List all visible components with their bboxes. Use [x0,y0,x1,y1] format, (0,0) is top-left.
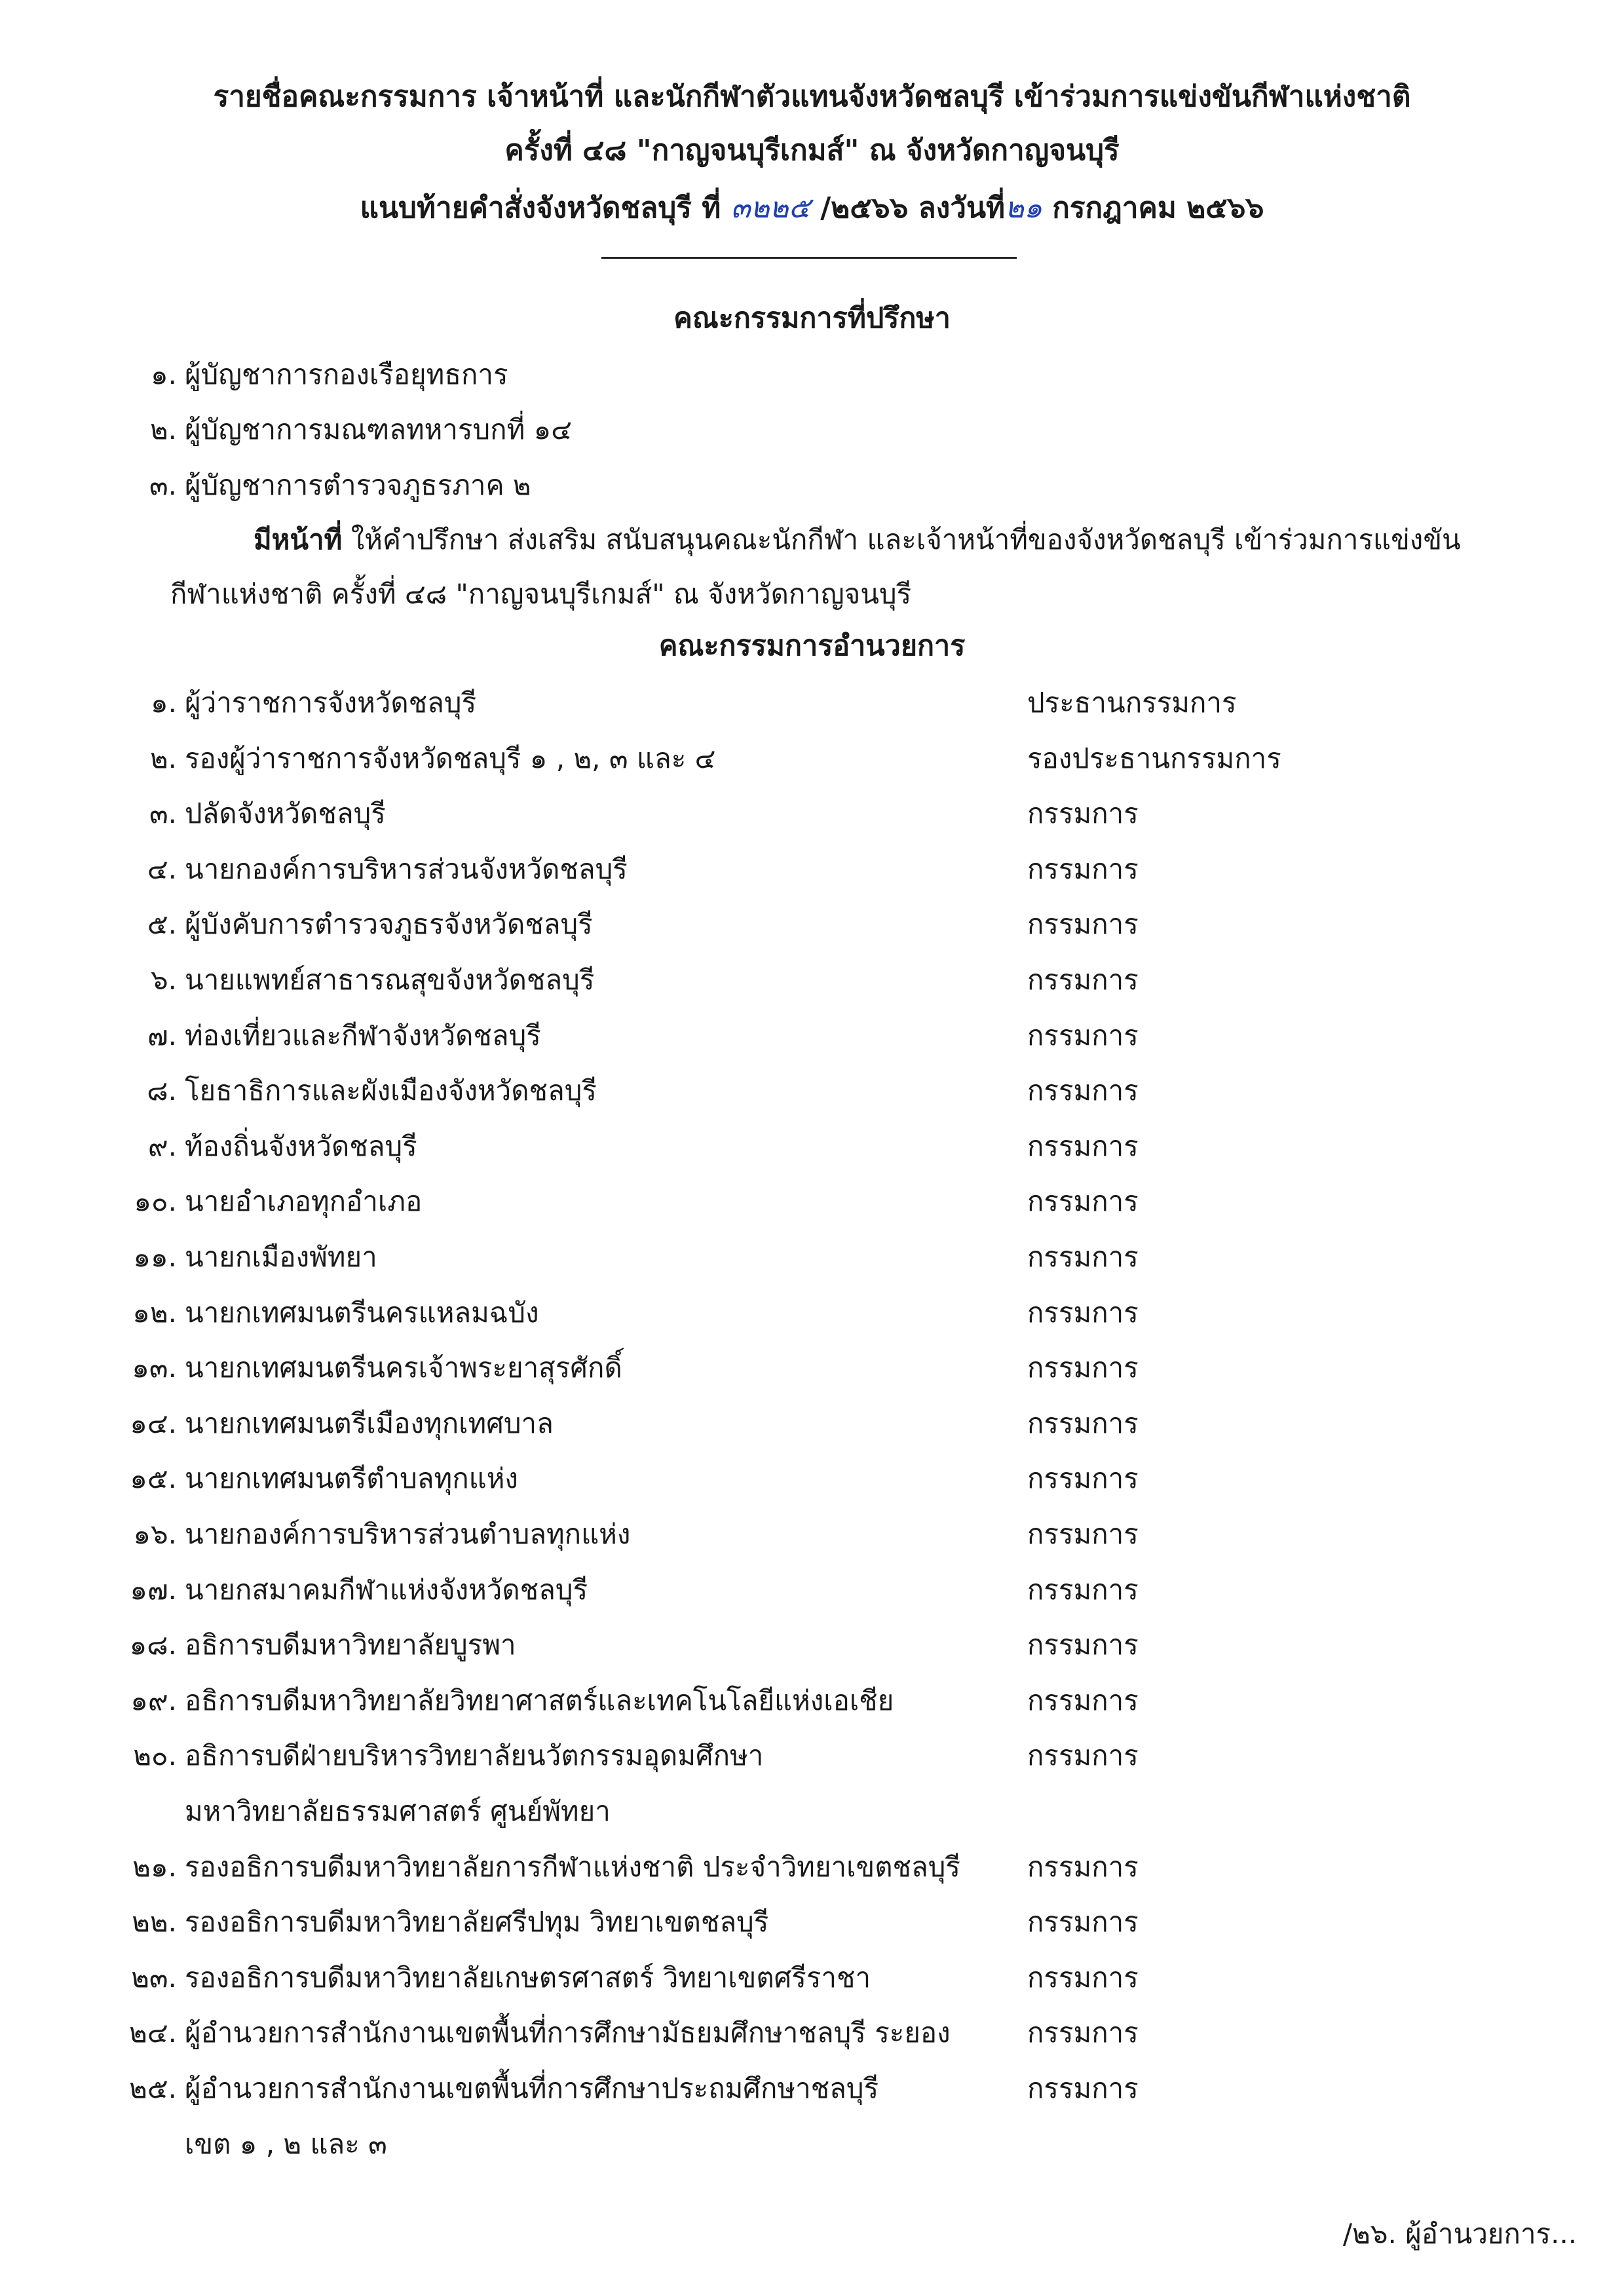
item-role: กรรมการ [1027,797,1139,829]
item-role: กรรมการ [1027,1574,1139,1606]
item-role: รองประธานกรรมการ [1027,742,1281,774]
item-role: กรรมการ [1027,1684,1139,1716]
order-year: /๒๕๖๖ ลงวันที่ [810,191,1006,225]
item-number: ๔. [147,853,177,885]
director-item [0,738,1624,779]
director-item [0,793,1624,834]
item-role: กรรมการ [1027,1739,1139,1772]
duty-line-2: กีฬาแห่งชาติ ครั้งที่ ๔๘ "กาญจนบุรีเกมส์" ณ จังหวัดกาญจนบุรี [170,578,912,610]
item-number: ๑๗. [130,1574,177,1606]
item-number: ๒๑. [132,1851,177,1883]
item-text: นายแพทย์สาธารณสุขจังหวัดชลบุรี [185,964,595,996]
item-number: ๑๑. [133,1241,177,1273]
duty-text: ให้คำปรึกษา ส่งเสริม สนับสนุนคณะนักกีฬา และเจ้าหน้าที่ของจังหวัดชลบุรี เข้าร่วมการแข่งขัน [342,523,1461,556]
item-text: ผู้ว่าราชการจังหวัดชลบุรี [185,687,477,719]
director-item [0,1348,1624,1388]
item-number: ๘. [147,1074,177,1107]
header-line-1: รายชื่อคณะกรรมการ เจ้าหน้าที่ และนักกีฬาตัวแทนจังหวัดชลบุรี เข้าร่วมการแข่งขันกีฬาแห่งชาติ [213,80,1411,113]
item-text: ผู้บังคับการตำรวจภูธรจังหวัดชลบุรี [185,908,593,940]
item-text: นายอำเภอทุกอำเภอ [185,1185,423,1217]
item-text: อธิการบดีมหาวิทยาลัยวิทยาศาสตร์และเทคโนโลยีแห่งเอเชีย [185,1684,894,1716]
item-role: กรรมการ [1027,1629,1139,1661]
item-number: ๒๒. [132,1906,177,1938]
item-text: ท้องถิ่นจังหวัดชลบุรี [185,1130,417,1162]
advisory-item [0,354,1624,395]
director-item [0,1902,1624,1942]
item-text: โยธาธิการและผังเมืองจังหวัดชลบุรี [185,1074,597,1107]
item-text: ผู้อำนวยการสำนักงานเขตพื้นที่การศึกษาประถมศึกษาชลบุรี [185,2072,879,2104]
item-number: ๑๓. [132,1352,177,1384]
duty-label: มีหน้าที่ [254,523,343,556]
header-line-2: ครั้งที่ ๔๘ "กาญจนบุรีเกมส์" ณ จังหวัดกาญจนบุรี [504,134,1120,167]
director-item [0,1847,1624,1887]
item-role: กรรมการ [1027,1019,1139,1052]
item-text: นายกสมาคมกีฬาแห่งจังหวัดชลบุรี [185,1574,588,1606]
item-role: กรรมการ [1027,1352,1139,1384]
director-item [0,1514,1624,1555]
director-item [0,1458,1624,1499]
item-number: ๑๕. [130,1462,177,1494]
item-number: ๑. [150,687,177,719]
item-role: กรรมการ [1027,964,1139,996]
item-number: ๒. [149,742,177,774]
order-day: ๒๑ [1005,191,1042,225]
item-role: กรรมการ [1027,853,1139,885]
item-number: ๑๖. [133,1518,177,1550]
item-role: ประธานกรรมการ [1027,687,1237,719]
item-text-continued: มหาวิทยาลัยธรรมศาสตร์ ศูนย์พัทยา [185,1795,611,1827]
item-number: ๓. [149,797,177,829]
duty-line-1 [254,520,1461,560]
director-item [0,1181,1624,1222]
item-role: กรรมการ [1027,1906,1139,1938]
item-role: กรรมการ [1027,1185,1139,1217]
item-text: ปลัดจังหวัดชลบุรี [185,797,386,829]
director-item [0,1237,1624,1278]
director-item [0,960,1624,1000]
item-text: ผู้บัญชาการมณฑลทหารบกที่ ๑๔ [185,413,573,445]
item-number: ๑๙. [130,1684,177,1716]
item-role: กรรมการ [1027,1851,1139,1883]
item-text: ผู้บัญชาการกองเรือยุทธการ [185,358,508,390]
item-text: รองอธิการบดีมหาวิทยาลัยเกษตรศาสตร์ วิทยาเขตศรีราชา [185,1961,871,1994]
director-item [0,683,1624,723]
header-divider [601,257,1017,259]
advisory-title: คณะกรรมการที่ปรึกษา [673,302,951,335]
item-role: กรรมการ [1027,1961,1139,1994]
director-item [0,1680,1624,1721]
item-number: ๑๐. [134,1185,177,1217]
item-role: กรรมการ [1027,1130,1139,1162]
item-number: ๒๓. [131,1961,177,1994]
item-number: ๕. [147,908,177,940]
item-role: กรรมการ [1027,1074,1139,1107]
item-text: นายกเทศมนตรีตำบลทุกแห่ง [185,1462,518,1494]
order-number: ๓๒๒๕ [730,191,810,225]
advisory-item [0,465,1624,506]
item-text: นายกเทศมนตรีนครเจ้าพระยาสุรศักดิ์ [185,1352,622,1384]
item-number: ๑. [150,358,177,390]
item-text: ผู้อำนวยการสำนักงานเขตพื้นที่การศึกษามัธยมศึกษาชลบุรี ระยอง [185,2017,951,2049]
director-item [0,904,1624,945]
order-month-year: กรกฎาคม ๒๕๖๖ [1042,191,1264,225]
director-item [0,1071,1624,1111]
item-role: กรรมการ [1027,1241,1139,1273]
director-item [0,1625,1624,1665]
item-number: ๑๔. [130,1407,177,1439]
item-text-continued: เขต ๑ , ๒ และ ๓ [185,2128,387,2160]
advisory-item [0,409,1624,450]
director-item [0,1403,1624,1444]
item-text: อธิการบดีมหาวิทยาลัยบูรพา [185,1629,516,1661]
item-number: ๓. [149,469,177,501]
director-item [0,1735,1624,1776]
item-number: ๑๘. [129,1629,177,1661]
item-role: กรรมการ [1027,1462,1139,1494]
item-number: ๒๔. [129,2017,177,2049]
item-role: กรรมการ [1027,1407,1139,1439]
director-item [0,1293,1624,1333]
continued-note: /๒๖. ผู้อำนวยการ... [1343,2218,1577,2250]
director-item [0,2013,1624,2053]
item-text: นายกเมืองพัทยา [185,1241,377,1273]
item-role: กรรมการ [1027,2017,1139,2049]
item-role: กรรมการ [1027,1297,1139,1329]
item-text: รองอธิการบดีมหาวิทยาลัยการกีฬาแห่งชาติ ประจำวิทยาเขตชลบุรี [185,1851,960,1883]
item-text: รองผู้ว่าราชการจังหวัดชลบุรี ๑ , ๒, ๓ และ ๔ [185,742,716,774]
order-prefix: แนบท้ายคำสั่งจังหวัดชลบุรี ที่ [360,191,731,225]
item-role: กรรมการ [1027,1518,1139,1550]
item-text: ผู้บัญชาการตำรวจภูธรภาค ๒ [185,469,531,501]
director-item [0,1958,1624,1998]
item-text: อธิการบดีฝ่ายบริหารวิทยาลัยนวัตกรรมอุดมศึกษา [185,1739,764,1772]
directors-title: คณะกรรมการอำนวยการ [658,630,966,662]
item-text: นายกเทศมนตรีนครแหลมฉบัง [185,1297,539,1329]
director-item [0,849,1624,890]
director-item [0,1126,1624,1167]
item-text: รองอธิการบดีมหาวิทยาลัยศรีปทุม วิทยาเขตชลบุรี [185,1906,769,1938]
item-number: ๒. [149,413,177,445]
item-number: ๙. [147,1130,177,1162]
item-text: นายกองค์การบริหารส่วนจังหวัดชลบุรี [185,853,628,885]
item-role: กรรมการ [1027,2072,1139,2104]
item-number: ๒๕. [129,2072,177,2104]
item-role: กรรมการ [1027,908,1139,940]
director-item [0,2068,1624,2109]
item-text: ท่องเที่ยวและกีฬาจังหวัดชลบุรี [185,1019,541,1052]
header-line-3 [0,189,1624,228]
item-number: ๒๐. [133,1739,177,1772]
item-number: ๖. [150,964,177,996]
director-item [0,1570,1624,1610]
item-text: นายกองค์การบริหารส่วนตำบลทุกแห่ง [185,1518,631,1550]
director-item [0,1015,1624,1056]
item-text: นายกเทศมนตรีเมืองทุกเทศบาล [185,1407,554,1439]
item-number: ๑๒. [132,1297,177,1329]
item-number: ๗. [147,1019,177,1052]
